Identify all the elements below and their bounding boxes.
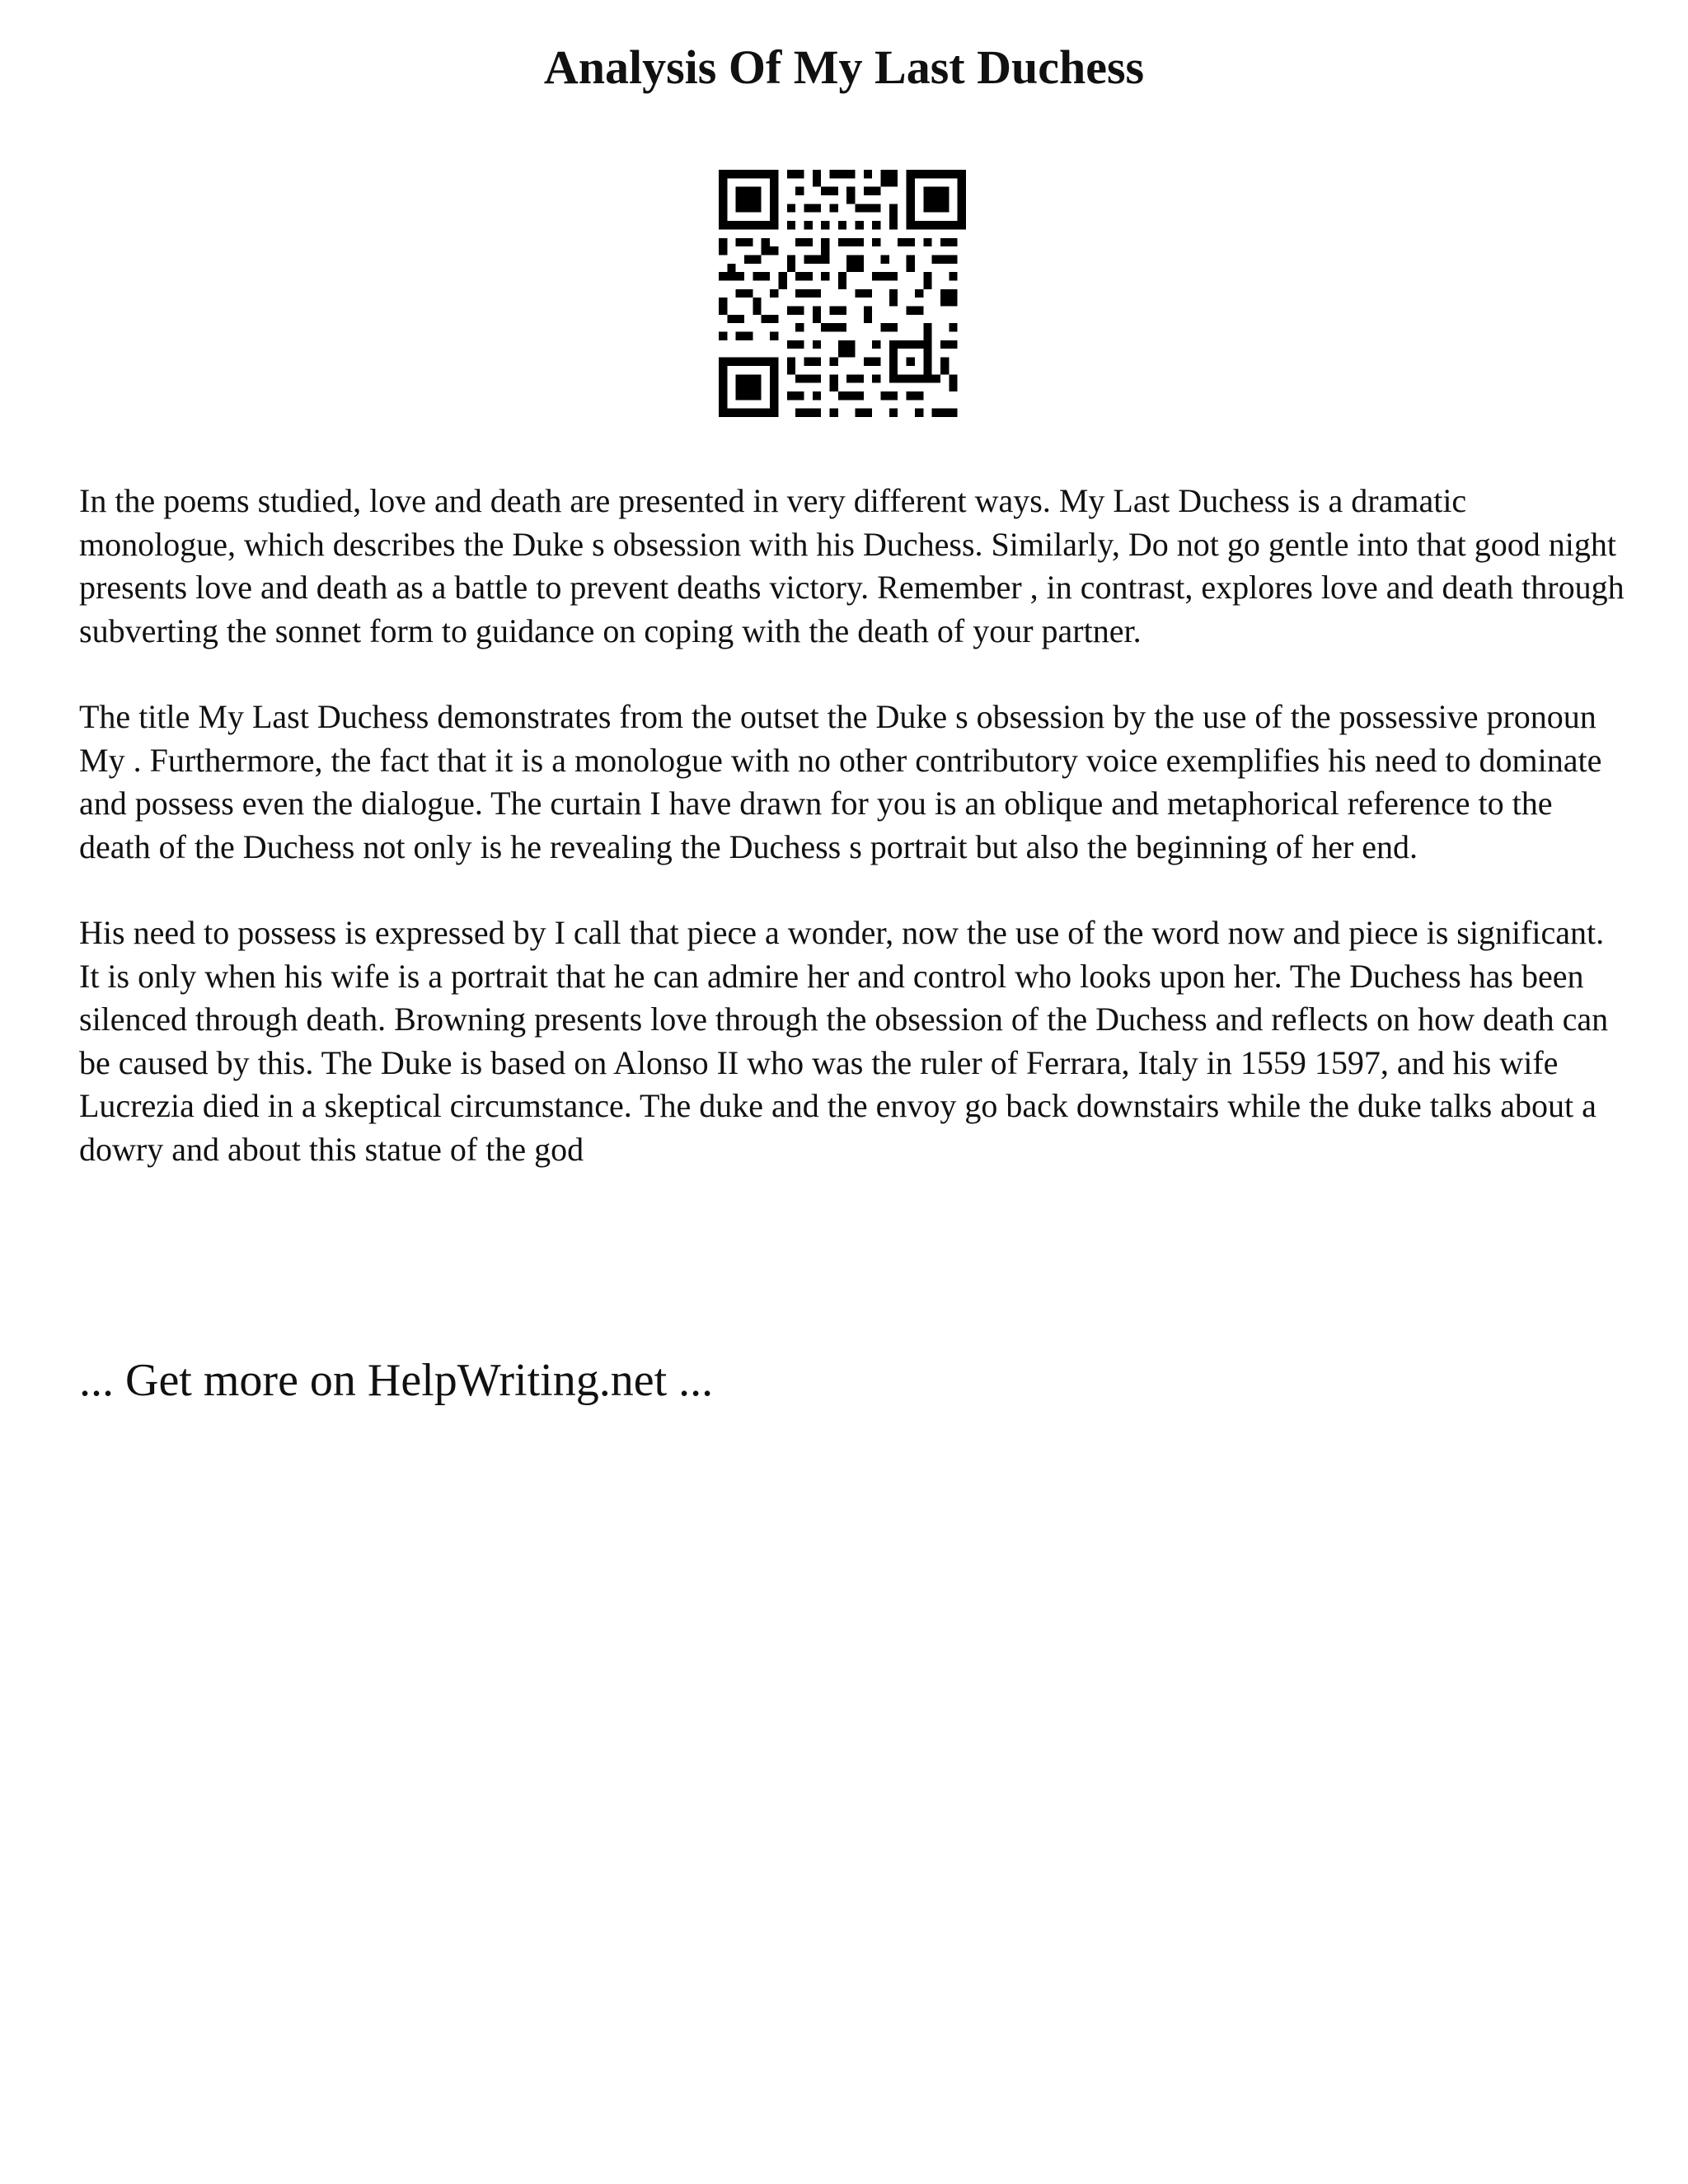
- get-more-link[interactable]: ... Get more on HelpWriting.net ...: [79, 1355, 714, 1406]
- page-title: Analysis Of My Last Duchess: [543, 40, 1145, 94]
- paragraph-2: The title My Last Duchess demonstrates from the outset the Duke s obsession by the use of the possessive pronoun My . Furthermore, the fact that it is a monologue with no other contributory voice exemplifies his need to dominate and possess even the dialogue. The curtain I have drawn for you is an oblique and metaphorical reference to the death of the Duchess not only is he revealing the Duchess s portrait but also the beginning of her end.: [79, 698, 1602, 865]
- qr-code-icon: [719, 170, 966, 417]
- paragraph-3: His need to possess is expressed by I call that piece a wonder, now the use of the word now and piece is significant. It is only when his wife is a portrait that he can admire her and control who looks upon her. The Duchess has been silenced through death. Browning presents love through the obsession of the Duchess and reflects on how death can be caused by this. The Duke is based on Alonso II who was the ruler of Ferrara, Italy in 1559 1597, and his wife Lucrezia died in a skeptical circumstance. The duke and the envoy go back downstairs while the duke talks about a dowry and about this statue of the god: [79, 914, 1609, 1168]
- paragraph-1: In the poems studied, love and death are presented in very different ways. My Last Duchess is a dramatic monologue, which describes the Duke s obsession with his Duchess. Similarly, Do not go gentle into that good night presents love and death as a battle to prevent deaths victory. Remember , in contrast, explores love and death through subverting the sonnet form to guidance on coping with the death of your partner.: [79, 482, 1625, 649]
- essay-body: [79, 480, 1629, 1214]
